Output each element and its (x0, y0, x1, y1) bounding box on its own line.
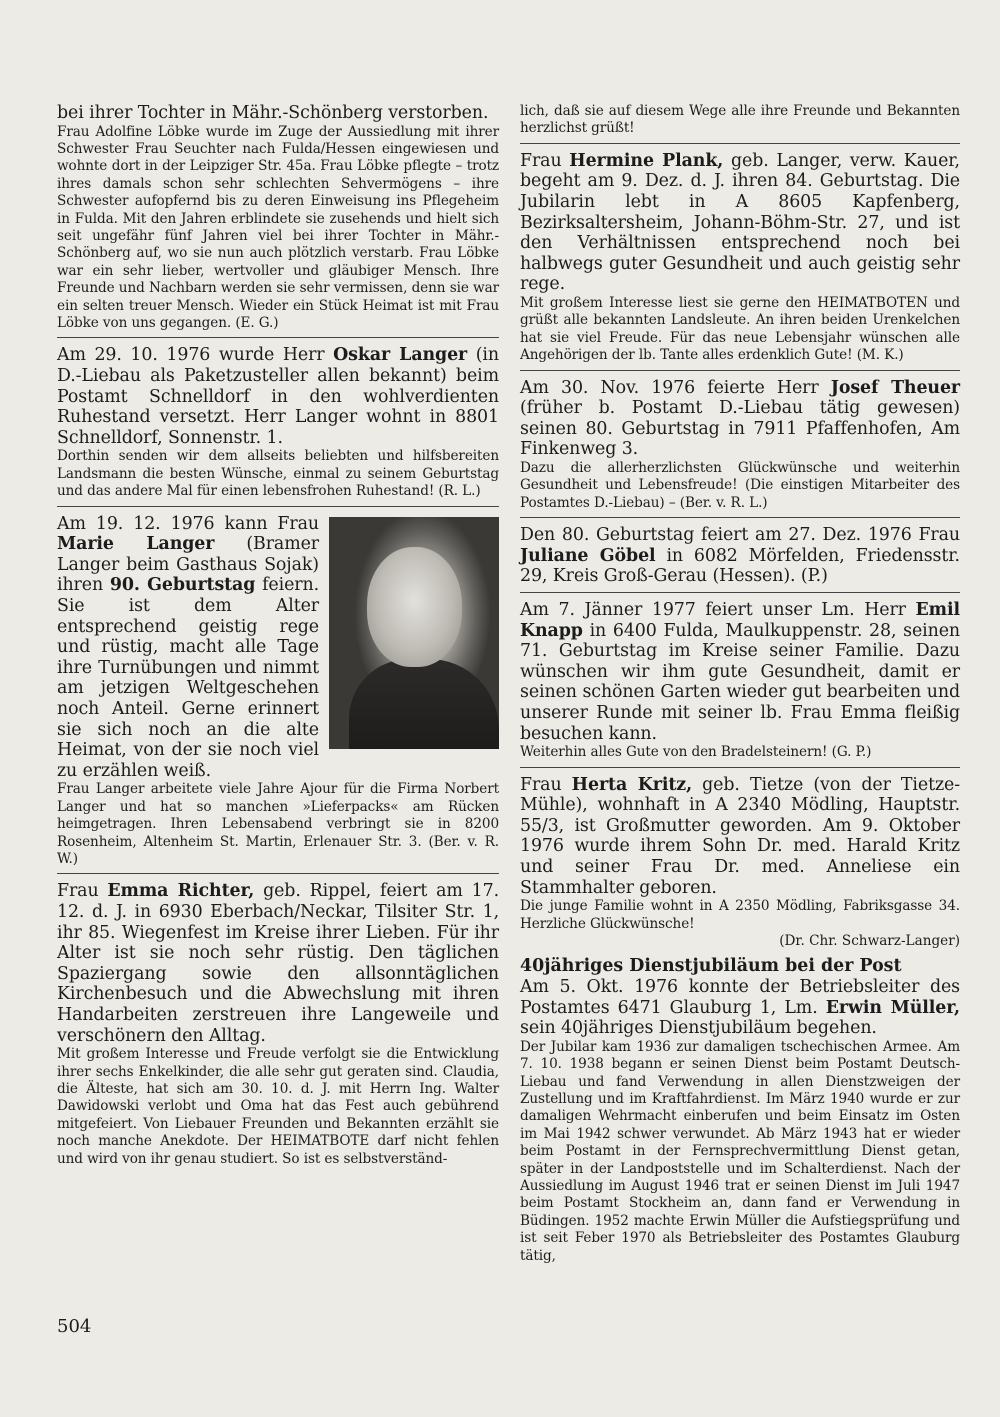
lead-text: Am 19. 12. 1976 kann Frau (57, 513, 319, 534)
lead-text: in 6082 Mörfelden, Friedensstr. 29, Kreis Groß-Gerau (Hessen). (P.) (520, 545, 960, 587)
article-body: Dorthin senden wir dem allseits beliebten und hilfsbereiten Landsmann die besten Wünsche, einmal zu seinem Geburtstag und das andere Mal für einen lebensfrohen Ruhestand! (R. L.) (57, 448, 499, 500)
birthday-label: 90. Geburtstag (109, 575, 256, 596)
article-hermine-plank (520, 151, 960, 365)
divider (520, 592, 960, 593)
divider (520, 767, 960, 768)
divider (57, 873, 499, 874)
divider (520, 370, 960, 371)
lead-text: in 6400 Fulda, Maulkuppenstr. 28, seinen 71. Geburtstag im Kreise seiner Familie. Dazu wünschen wir ihm gute Gesundheit, damit er seinen schönen Garten wieder gut bearbeiten und unserer Runde mit seiner lb. Frau Emma fleißig besuchen kann. (520, 620, 960, 744)
article-body: Die junge Familie wohnt in A 2350 Mödling, Fabriksgasse 34. Herzliche Glückwünsche! (520, 898, 960, 932)
photo-figure-body (349, 659, 499, 749)
page-number: 504 (57, 1316, 92, 1337)
article-emil-knapp (520, 600, 960, 762)
person-name: Marie Langer (57, 534, 215, 555)
photo-figure-head (367, 547, 462, 667)
left-column (57, 103, 499, 1168)
article-body: Frau Langer arbeitete viele Jahre Ajour für die Firma Norbert Langer und hat so manchen »Lieferpacks« am Rücken heimgetragen. Ihren Lebensabend verbringt sie in 8200 Rosenheim, Altenheim St. Martin, Erlenauer Str. 3. (Ber. v. R. W.) (57, 781, 499, 867)
divider (57, 337, 499, 338)
article-lead (520, 151, 960, 295)
article-lead: bei ihrer Tochter in Mähr.-Schönberg verstorben. (57, 103, 489, 123)
lead-text: Am 30. Nov. 1976 feierte Herr (520, 377, 831, 398)
article-oskar-langer (57, 345, 499, 500)
divider (520, 517, 960, 518)
person-name: Erwin Müller, (825, 997, 961, 1018)
article-body: Mit großem Interesse liest sie gerne den HEIMATBOTEN und grüßt alle bekannten Landsleute. An ihren beiden Urenkelchen hat sie viel Freude. Für das neue Lebensjahr wünschen alle Angehörigen der lb. Tante alles erdenklich Gute! (M. K.) (520, 294, 960, 364)
divider (520, 143, 960, 144)
lead-text: (Bramer Langer beim Gasthaus Sojak) ihren (57, 534, 319, 596)
article-credit: (Dr. Chr. Schwarz-Langer) (779, 932, 960, 949)
article-lead (520, 600, 960, 744)
person-name: Herta Kritz, (571, 774, 693, 795)
person-name: Juliane Göbel (520, 545, 656, 566)
article-body: Frau Adolfine Löbke wurde im Zuge der Aussiedlung mit ihrer Schwester Frau Seuchter nach Fulda/Hessen eingewiesen und wohnte dort in der Leipziger Str. 45a. Frau Löbke pflegte – trotz ihres damals schon sehr schlechten Sehvermögens – ihre Schwester aufopfernd bis zu deren Einweisung ins Pflegeheim in Fulda. Mit den Jahren erblindete sie zusehends und hielt sich seit ungefähr fünf Jahren viel bei ihrer Tochter in Mähr.-Schönberg auf, wo sie nun auch plötzlich verstarb. Frau Löbke war ein sehr lieber, wertvoller und gläubiger Mensch. Ihre Freunde und Nachbarn werden sie sehr vermissen, denn sie war ein selten treuer Mensch. Wieder ein Stück Heimat ist mit Frau Löbke von uns gegangen. (E. G.) (57, 123, 499, 332)
lead-text: sein 40jähriges Dienstjubiläum begehen. (520, 1018, 877, 1039)
article-marie-langer (57, 514, 499, 869)
person-name: Emma Richter, (107, 881, 255, 902)
lead-text: Den 80. Geburtstag feiert am 27. Dez. 1976 Frau (520, 525, 960, 546)
lead-text: feiern. Sie ist dem Alter entsprechend geistig rege und rüstig, macht alle Tage ihre Turnübungen und nimmt am jetzigen Weltgeschehen noch Anteil. Gerne erinnert sie sich noch an die alte Heimat, von der sie noch viel zu erzählen weiß. (57, 575, 320, 781)
person-name: Oskar Langer (333, 345, 468, 366)
article-lead (520, 378, 960, 460)
lead-text: geb. Rippel, feiert am 17. 12. d. J. in 6930 Eberbach/Neckar, Tilsiter Str. 1, ihr 85. Wiegenfest im Kreise ihrer Lieben. Für ihr Alter ist sie noch sehr rüstig. Den täglichen Spaziergang sowie den allsonntäglichen Kirchenbesuch und die Abwechslung mit ihren Handarbeiten zerstreuen ihre Langeweile und verschönern den Alltag. (57, 881, 500, 1046)
divider (57, 506, 499, 507)
article-lead (520, 525, 960, 587)
article-juliane-goebel (520, 525, 960, 587)
lead-text: Frau (520, 150, 570, 171)
portrait-photo (329, 517, 499, 749)
article-josef-theuer (520, 378, 960, 513)
article-erwin-mueller (520, 956, 960, 1265)
article-lead (520, 977, 960, 1039)
lead-text: (in D.-Liebau als Paketzusteller allen bekannt) beim Postamt Schnelldorf in den wohlverdienten Ruhestand versetzt. Herr Langer wohnt in 8801 Schnelldorf, Sonnenstr. 1. (57, 345, 499, 448)
article-body: Der Jubilar kam 1936 zur damaligen tschechischen Armee. Am 7. 10. 1938 begann er seinen Dienst beim Postamt Deutsch-Liebau und fand Verwendung in allen Dienstzweigen der Zustellung und im Kraftfahrdienst. Im März 1940 wurde er zur damaligen Wehrmacht einberufen und beim Einsatz im Osten im Mai 1942 schwer verwundet. Ab März 1943 hat er wieder beim Postamt in der Fernsprechvermittlung Dienst getan, später in der Landpoststelle und im Schalterdienst. Nach der Aussiedlung im August 1946 trat er seinen Dienst im Juli 1947 beim Postamt Stockheim an, dann fand er Verwendung in Büdingen. 1952 machte Erwin Müller die Aufstiegsprüfung und ist seit Feber 1970 als Betriebsleiter des Postamtes Glauburg tätig, (520, 1038, 960, 1264)
right-column (520, 103, 960, 1265)
article-lead (520, 775, 960, 899)
lead-text: (früher b. Postamt D.-Liebau tätig gewesen) seinen 80. Geburtstag in 7911 Pfaffenhofen, Am Finkenweg 3. (520, 398, 960, 460)
lead-text: Am 29. 10. 1976 wurde Herr (57, 345, 334, 366)
lead-text: geb. Tietze (von der Tietze-Mühle), wohnhaft in A 2340 Mödling, Hauptstr. 55/3, ist Großmutter geworden. Am 9. Oktober 1976 wurde ihrem Sohn Dr. med. Harald Kritz und seiner Frau Dr. med. Anneliese ein Stammhalter geboren. (520, 774, 960, 898)
article-body: Dazu die allerherzlichsten Glückwünsche und weiterhin Gesundheit und Lebensfreude! (Die einstigen Mitarbeiter des Postamtes D.-Liebau) – (Ber. v. R. L.) (520, 459, 960, 511)
article-lead (57, 345, 499, 448)
lead-text: Frau (520, 774, 572, 795)
lead-text: Am 7. Jänner 1977 feiert unser Lm. Herr (520, 599, 916, 620)
article-lead (57, 881, 499, 1046)
article-body: lich, daß sie auf diesem Wege alle ihre Freunde und Bekannten herzlichst grüßt! (520, 103, 960, 137)
lead-text: geb. Langer, verw. Kauer, begeht am 9. Dez. d. J. ihren 84. Geburtstag. Die Jubilarin lebt in A 8605 Kapfenberg, Bezirksaltersheim, Johann-Böhm-Str. 27, und ist den Verhältnissen entsprechend noch bei halbwegs guter Gesundheit und auch geistig sehr rege. (520, 150, 960, 295)
lead-text: Frau (57, 881, 108, 902)
person-name: Hermine Plank, (569, 150, 724, 171)
article-body: Mit großem Interesse und Freude verfolgt sie die Entwicklung ihrer sechs Enkelkinder, die alle sehr gut geraten sind. Claudia, die Älteste, hat sich am 30. 10. d. J. mit Herrn Ing. Walter Dawidowski verlobt und Oma hat das Fest auch gebührend mitgefeiert. Von Liebauer Freunden und Bekannten erzählt sie noch manche Anekdote. Der HEIMATBOTE darf nicht fehlen und wird von ihr genau studiert. So ist es selbstverständ- (57, 1046, 499, 1167)
person-name: Emil Knapp (520, 599, 960, 641)
article-continuation (520, 103, 960, 138)
article-heading: 40jähriges Dienstjubiläum bei der Post (520, 956, 902, 977)
lead-text: Am 5. Okt. 1976 konnte der Betriebsleiter des Postamtes 6471 Glauburg 1, Lm. (520, 976, 960, 1018)
article-body: Weiterhin alles Gute von den Bradelsteinern! (G. P.) (520, 744, 872, 761)
person-name: Josef Theuer (830, 377, 960, 398)
article-herta-kritz (520, 775, 960, 951)
article-emma-richter (57, 881, 499, 1168)
article-loebke (57, 103, 499, 332)
